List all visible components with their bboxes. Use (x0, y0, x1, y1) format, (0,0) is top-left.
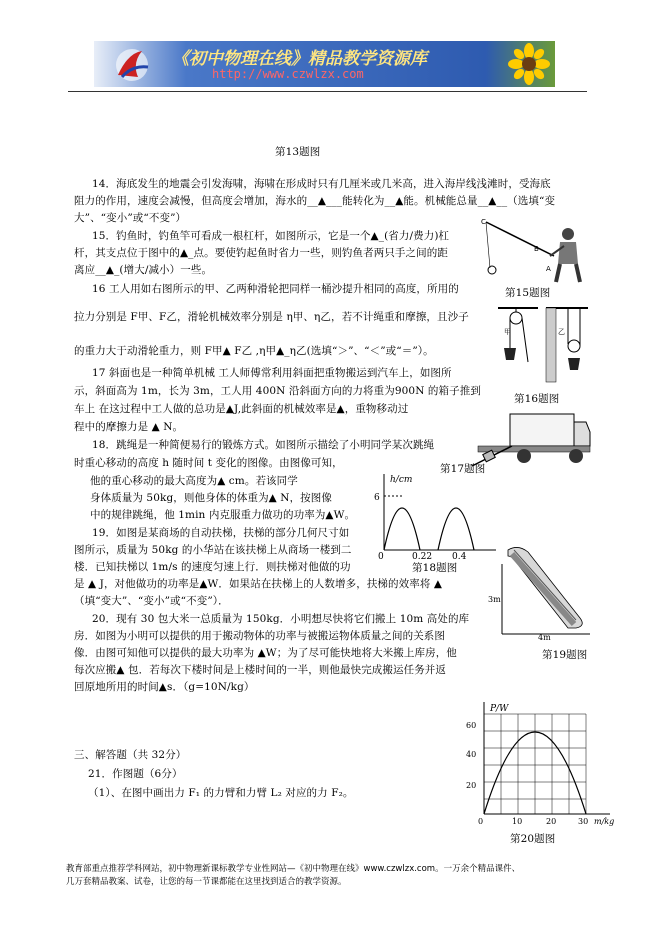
q19-line4: 是 ▲ J，对他做功的功率是▲W．如果站在扶梯上的人数增多，扶梯的效率将 ▲ (74, 578, 443, 590)
q20-line4: 每次应搬▲ 包．若每次下楼时间是上楼时间的一半，则他最快完成搬运任务并返 (74, 664, 447, 676)
q17-line1: 17 斜面也是一种简单机械 工人师傅常利用斜面把重物搬运到汽车上，如图所 (92, 367, 452, 379)
graph18-xtick-1: 0.22 (412, 552, 433, 560)
graph18-xtick-2: 0.4 (452, 552, 467, 560)
q19-line1: 19．如图是某商场的自动扶梯，扶梯的部分几何尺寸如 (92, 527, 350, 539)
caption-17: 第17题图 (440, 463, 486, 475)
jump-height-graph (368, 470, 498, 560)
svg-text:乙: 乙 (558, 328, 565, 336)
pulley-figure (496, 304, 591, 386)
graph18-xtick-0: 0 (378, 552, 384, 560)
graph20-grid (484, 714, 586, 814)
svg-text:B: B (534, 245, 539, 253)
graph20-xunit: m/kg (594, 817, 615, 826)
q17-line2: 示，斜面高为 1m，长为 3m，工人用 400N 沿斜面方向的力将重为900N 的箱子推到 (74, 385, 481, 397)
escalator-height: 3m (488, 595, 501, 604)
graph18-curve-2 (438, 508, 474, 550)
graph20-xtick-0: 0 (478, 817, 484, 826)
banner-title: 《初中物理在线》精品教学资源库 (172, 49, 427, 69)
q18-line5: 中的规律跳绳，他 1min 内克服重力做功的功率为▲W。 (90, 509, 356, 521)
fishing-figure (480, 216, 590, 284)
power-mass-graph (462, 700, 626, 830)
q20-line5: 回原地所用的时间▲s．（g=10N/kg） (74, 681, 255, 693)
q15-line3: 离应__▲_(增大/减小）一些。 (74, 264, 213, 276)
header-banner (94, 41, 555, 87)
q20-line3: 像．由图可知他可以提供的最大功率为 ▲W；为了尽可能快地将大米搬上库房，他 (74, 647, 457, 659)
graph20-xtick-20: 20 (546, 817, 557, 826)
escalator-figure (488, 540, 592, 640)
svg-text:甲: 甲 (504, 328, 511, 336)
caption-16: 第16题图 (514, 393, 560, 405)
q16-line2: 拉力分别是 F甲、F乙，滑轮机械效率分别是 η甲、η乙，若不计绳重和摩擦，且沙子 (74, 311, 469, 323)
graph20-ytick-20: 20 (466, 781, 477, 790)
svg-text:C: C (481, 218, 486, 226)
q21-part1: （1）、在图中画出力 F₁ 的力臂和力臂 L₂ 对应的力 F₂。 (88, 787, 354, 799)
truck-figure (470, 408, 592, 470)
caption-19: 第19题图 (542, 649, 588, 661)
q16-line1: 16 工人用如右图所示的甲、乙两种滑轮把同样一桶沙提升相同的高度，所用的 (92, 283, 459, 295)
caption-18: 第18题图 (412, 562, 458, 574)
graph18-ytick: 6 (374, 493, 380, 503)
q19-line2: 图所示，质量为 50kg 的小华站在该扶梯上从商场一楼到二 (74, 544, 352, 556)
graph20-ylabel: P/W (490, 704, 509, 714)
footer-line1: 教育部重点推荐学科网站，初中物理新课标教学专业性网站—《初中物理在线》www.czwlzx.com。一万余个精品课件、 (66, 864, 521, 874)
graph18-ylabel: h/cm (390, 475, 413, 485)
logo-icon (108, 45, 154, 83)
section-3-heading: 三、解答题（共 32分） (74, 749, 187, 761)
q18-line1: 18．跳绳是一种简便易行的锻炼方式。如图所示描绘了小明同学某次跳绳 (92, 439, 435, 451)
sunflower-icon (506, 43, 552, 85)
q19-line3: 楼．已知扶梯以 1m/s 的速度匀速上行．则扶梯对他做的功 (74, 561, 351, 573)
caption-13: 第13题图 (275, 146, 321, 158)
q20-line2: 房．如图为小明可以提供的用于搬动物体的功率与被搬运物体质量之间的关系图 (74, 630, 445, 642)
q18-line4: 身体质量为 50kg，则他身体的体重为▲ N，按图像 (90, 492, 332, 504)
graph20-xtick-30: 30 (578, 817, 589, 826)
q14-line3: 大”、“变小”或“不变”） (74, 212, 187, 224)
banner-url[interactable]: http://www.czwlzx.com (212, 67, 364, 81)
q19-line5: （填“变大”、“变小”或“不变”）． (74, 595, 229, 607)
q21-heading: 21．作图题（6分） (88, 768, 183, 780)
header-rule (68, 91, 587, 92)
q14-line1: 14．海底发生的地震会引发海啸，海啸在形成时只有几厘米或几米高，进入海岸线浅滩时，受海底 (92, 178, 551, 190)
caption-20: 第20题图 (510, 833, 556, 845)
graph20-ytick-40: 40 (466, 750, 477, 759)
footer-line2: 几万套精品教案、试卷，让您的每一节课都能在这里找到适合的教学资源。 (66, 877, 347, 887)
caption-15: 第15题图 (505, 287, 551, 299)
q17-line3: 车上 在这过程中工人做的总功是▲J,此斜面的机械效率是▲，重物移动过 (74, 403, 409, 415)
q20-line1: 20．现有 30 包大米一总质量为 150kg．小明想尽快将它们搬上 10m 高处的库 (92, 613, 470, 625)
graph18-curve-1 (384, 508, 420, 550)
q16-line3: 的重力大于动滑轮重力，则 F甲▲ F乙 ,η甲▲_η乙(选填“＞”、“＜”或“＝”）。 (74, 345, 434, 357)
q18-line3: 他的重心移动的最大高度为▲ cm。若该同学 (90, 475, 298, 487)
q15-line2: 杆，其支点位于图中的▲_点。要使钓起鱼时省力一些，则钓鱼者两只手之间的距 (74, 247, 448, 259)
graph20-ytick-60: 60 (466, 721, 477, 730)
escalator-length: 4m (538, 633, 551, 640)
q14-line2: 阻力的作用，速度会减慢，但高度会增加，海水的__▲___能转化为__▲能。机械能总量__▲__（选填“变 (74, 195, 556, 207)
graph20-xtick-10: 10 (512, 817, 523, 826)
q18-line2: 时重心移动的高度 h 随时间 t 变化的图像。由图像可知， (74, 457, 343, 469)
svg-text:A: A (546, 265, 551, 273)
footer (66, 863, 606, 889)
q15-line1: 15．钓鱼时，钓鱼竿可看成一根杠杆，如图所示，它是一个▲_(省力/费力)杠 (92, 230, 450, 242)
q17-line4: 程中的摩擦力是 ▲ N。 (74, 421, 184, 433)
